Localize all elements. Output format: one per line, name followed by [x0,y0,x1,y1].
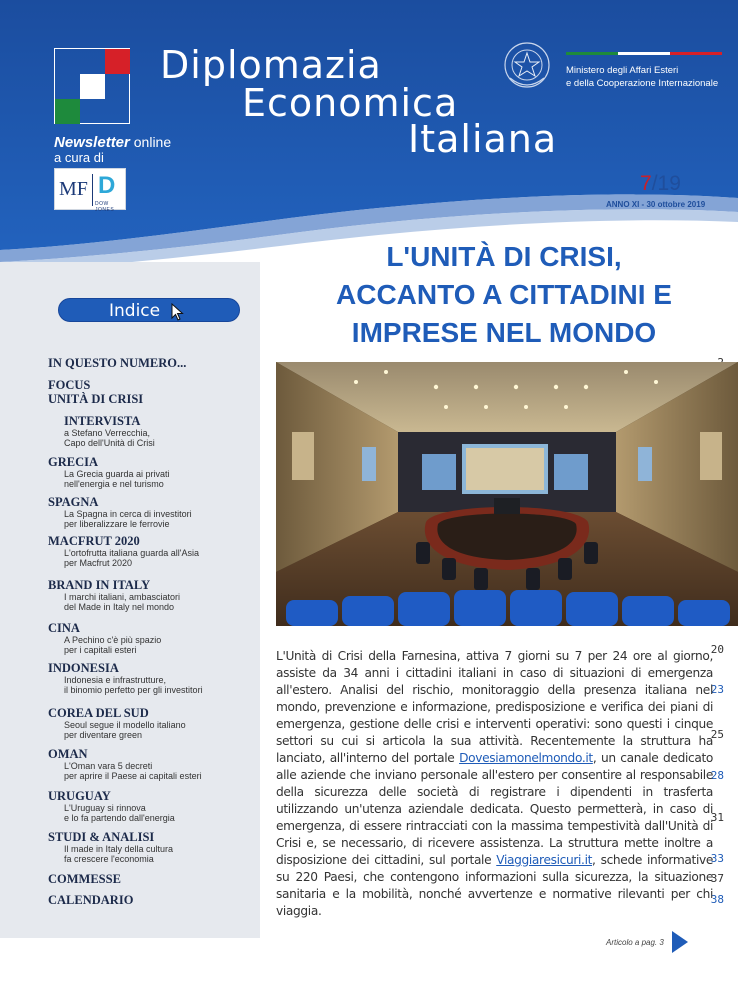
toc-subtitle: La Grecia guarda ai privati [64,469,170,479]
toc-heading[interactable]: STUDI & ANALISI [48,830,155,844]
toc-page-number[interactable]: 25 [710,728,724,741]
article-text-3: , schede informative su 220 Paesi, che contengono informazioni sulla sicurezza, la situazione sanitaria e la mobilità, nonché avvertenze e normative rilevanti per chi viaggia. [276,853,713,918]
toc-page-number[interactable]: 33 [710,852,724,865]
toc-page-number[interactable]: 20 [710,643,724,656]
toc-subtitle: per Macfrut 2020 [64,558,133,568]
toc-subtitle: L'Uruguay si rinnova [64,803,146,813]
issue-number [640,172,681,196]
toc-page-number[interactable]: 38 [710,893,724,906]
article-body [276,648,713,920]
toc-subtitle: il binomio perfetto per gli investitori [64,685,203,695]
toc-subtitle: per i capitali esteri [64,645,137,655]
online-word: online [133,134,172,150]
article-headline [270,238,738,352]
toc-subtitle: Capo dell'Unità di Crisi [64,438,155,448]
toc-subtitle: I marchi italiani, ambasciatori [64,592,181,602]
link-viaggiaresicuri[interactable]: Viaggiaresicuri.it [496,853,593,867]
toc-subtitle: L'ortofrutta italiana guarda all'Asia [64,548,200,558]
newsletter-word: Newsletter [54,134,130,151]
pointer-cursor-icon [171,303,185,321]
issue-number-year: /19 [651,172,681,195]
toc-subtitle: Il made in Italy della cultura [64,844,174,854]
toc-page-number[interactable]: 28 [710,769,724,782]
toc-subtitle: La Spagna in cerca di investitori [64,509,192,519]
crisis-room-photo [276,362,738,626]
toc-heading[interactable]: URUGUAY [48,789,111,803]
toc-heading[interactable]: CALENDARIO [48,893,134,907]
toc-subtitle: Indonesia e infrastrutture, [64,675,167,685]
toc-heading[interactable]: SPAGNA [48,495,99,509]
toc-heading[interactable]: GRECIA [48,455,99,469]
toc-subtitle: Seoul segue il modello italiano [64,720,186,730]
headline-line-2: ACCANTO A CITTADINI E [336,279,672,310]
ministry-line-1: Ministero degli Affari Esteri [566,65,679,76]
toc-heading[interactable]: MACFRUT 2020 [48,534,140,548]
link-dovesiamonelmondo[interactable]: Dovesiamonelmondo.it [459,751,593,765]
curated-by-label: a cura di [54,150,104,165]
toc-page-number[interactable]: 37 [710,872,724,885]
title-line-3: Italiana [408,117,558,161]
toc-heading[interactable]: IN QUESTO NUMERO... [48,356,187,370]
dj-logo-caption: DOW JONES [95,201,115,213]
toc-subtitle: per aprire il Paese ai capitali esteri [64,771,202,781]
newsletter-label [54,134,171,151]
dei-logo [54,48,130,124]
toc-heading-2[interactable]: UNITÀ DI CRISI [48,392,144,406]
headline-line-3: IMPRESE NEL MONDO [351,317,657,348]
toc-heading[interactable]: INDONESIA [48,661,119,675]
dj-logo-text: D [98,172,116,199]
toc-heading[interactable]: CINA [48,621,80,635]
toc-subtitle: A Pechino c'è più spazio [64,635,162,645]
toc-subtitle: fa crescere l'economia [64,854,154,864]
toc-subtitle: a Stefano Verrecchia, [64,428,151,438]
play-arrow-icon[interactable] [672,931,688,953]
title-line-2: Economica [242,81,459,125]
toc-subtitle: del Made in Italy nel mondo [64,602,175,612]
read-more-label[interactable]: Articolo a pag. 3 [606,938,664,947]
toc-heading[interactable]: FOCUS [48,378,91,392]
issue-number-main: 7 [640,172,652,195]
index-button[interactable] [58,298,240,322]
toc-subtitle: per diventare green [64,730,143,740]
italian-tricolor-bar [566,52,722,55]
toc-heading[interactable]: COMMESSE [48,872,121,886]
italian-republic-emblem-icon [502,40,552,94]
ministry-line-2: e della Cooperazione Internazionale [566,78,719,89]
toc-subtitle: L'Oman vara 5 decreti [64,761,153,771]
toc-heading[interactable]: OMAN [48,747,88,761]
article-text-2: , un canale dedicato alle aziende che inviano personale all'estero per consentire al responsabile della sicurezza delle società di registrare i dipendenti in trasferta utilizzando un'utenza aziendale dedicata. Questo permetterà, in caso di emergenza, di essere rintracciati con la massima tempestività dall'Unità di Crisi e, se necessario, di ricevere assistenza. La struttura mette inoltre a disposizione dei cittadini, sul portale [276,751,714,867]
toc-page-number[interactable]: 31 [710,811,724,824]
mf-logo-text: MF [59,178,88,200]
ministry-name [566,64,718,90]
toc-heading[interactable]: BRAND IN ITALY [48,578,151,592]
toc-subtitle: e lo fa partendo dall'energia [64,813,175,823]
toc-heading[interactable]: COREA DEL SUD [48,706,149,720]
issue-date: ANNO XI - 30 ottobre 2019 [606,200,706,209]
headline-line-1: L'UNITÀ DI CRISI, [386,241,622,272]
toc-heading[interactable]: INTERVISTA [64,414,141,428]
logo-separator [92,174,93,206]
mf-dowjones-logo [54,168,126,213]
title-line-1: Diplomazia [160,43,382,87]
toc-subtitle: nell'energia e nel turismo [64,479,164,489]
toc-subtitle: per liberalizzare le ferrovie [64,519,170,529]
index-label: Indice [109,301,161,321]
article-text-1: L'Unità di Crisi della Farnesina, attiva 7 giorni su 7 per 24 ore al giorno, assiste da 34 anni i cittadini italiani in caso di situazioni di emergenza all'estero. Analisi del rischio, monitoraggio della presenza italiana nel mondo, prevenzione e informazione, predisposizione e verifica dei piani di emergenza, gestione delle crisi e interventi operativi: sono questi i cinque settori su cui si articola la sua attività. Recentemente la struttura ha lanciato, all'interno del portale [276,649,713,765]
toc-page-number[interactable]: 23 [710,683,724,696]
